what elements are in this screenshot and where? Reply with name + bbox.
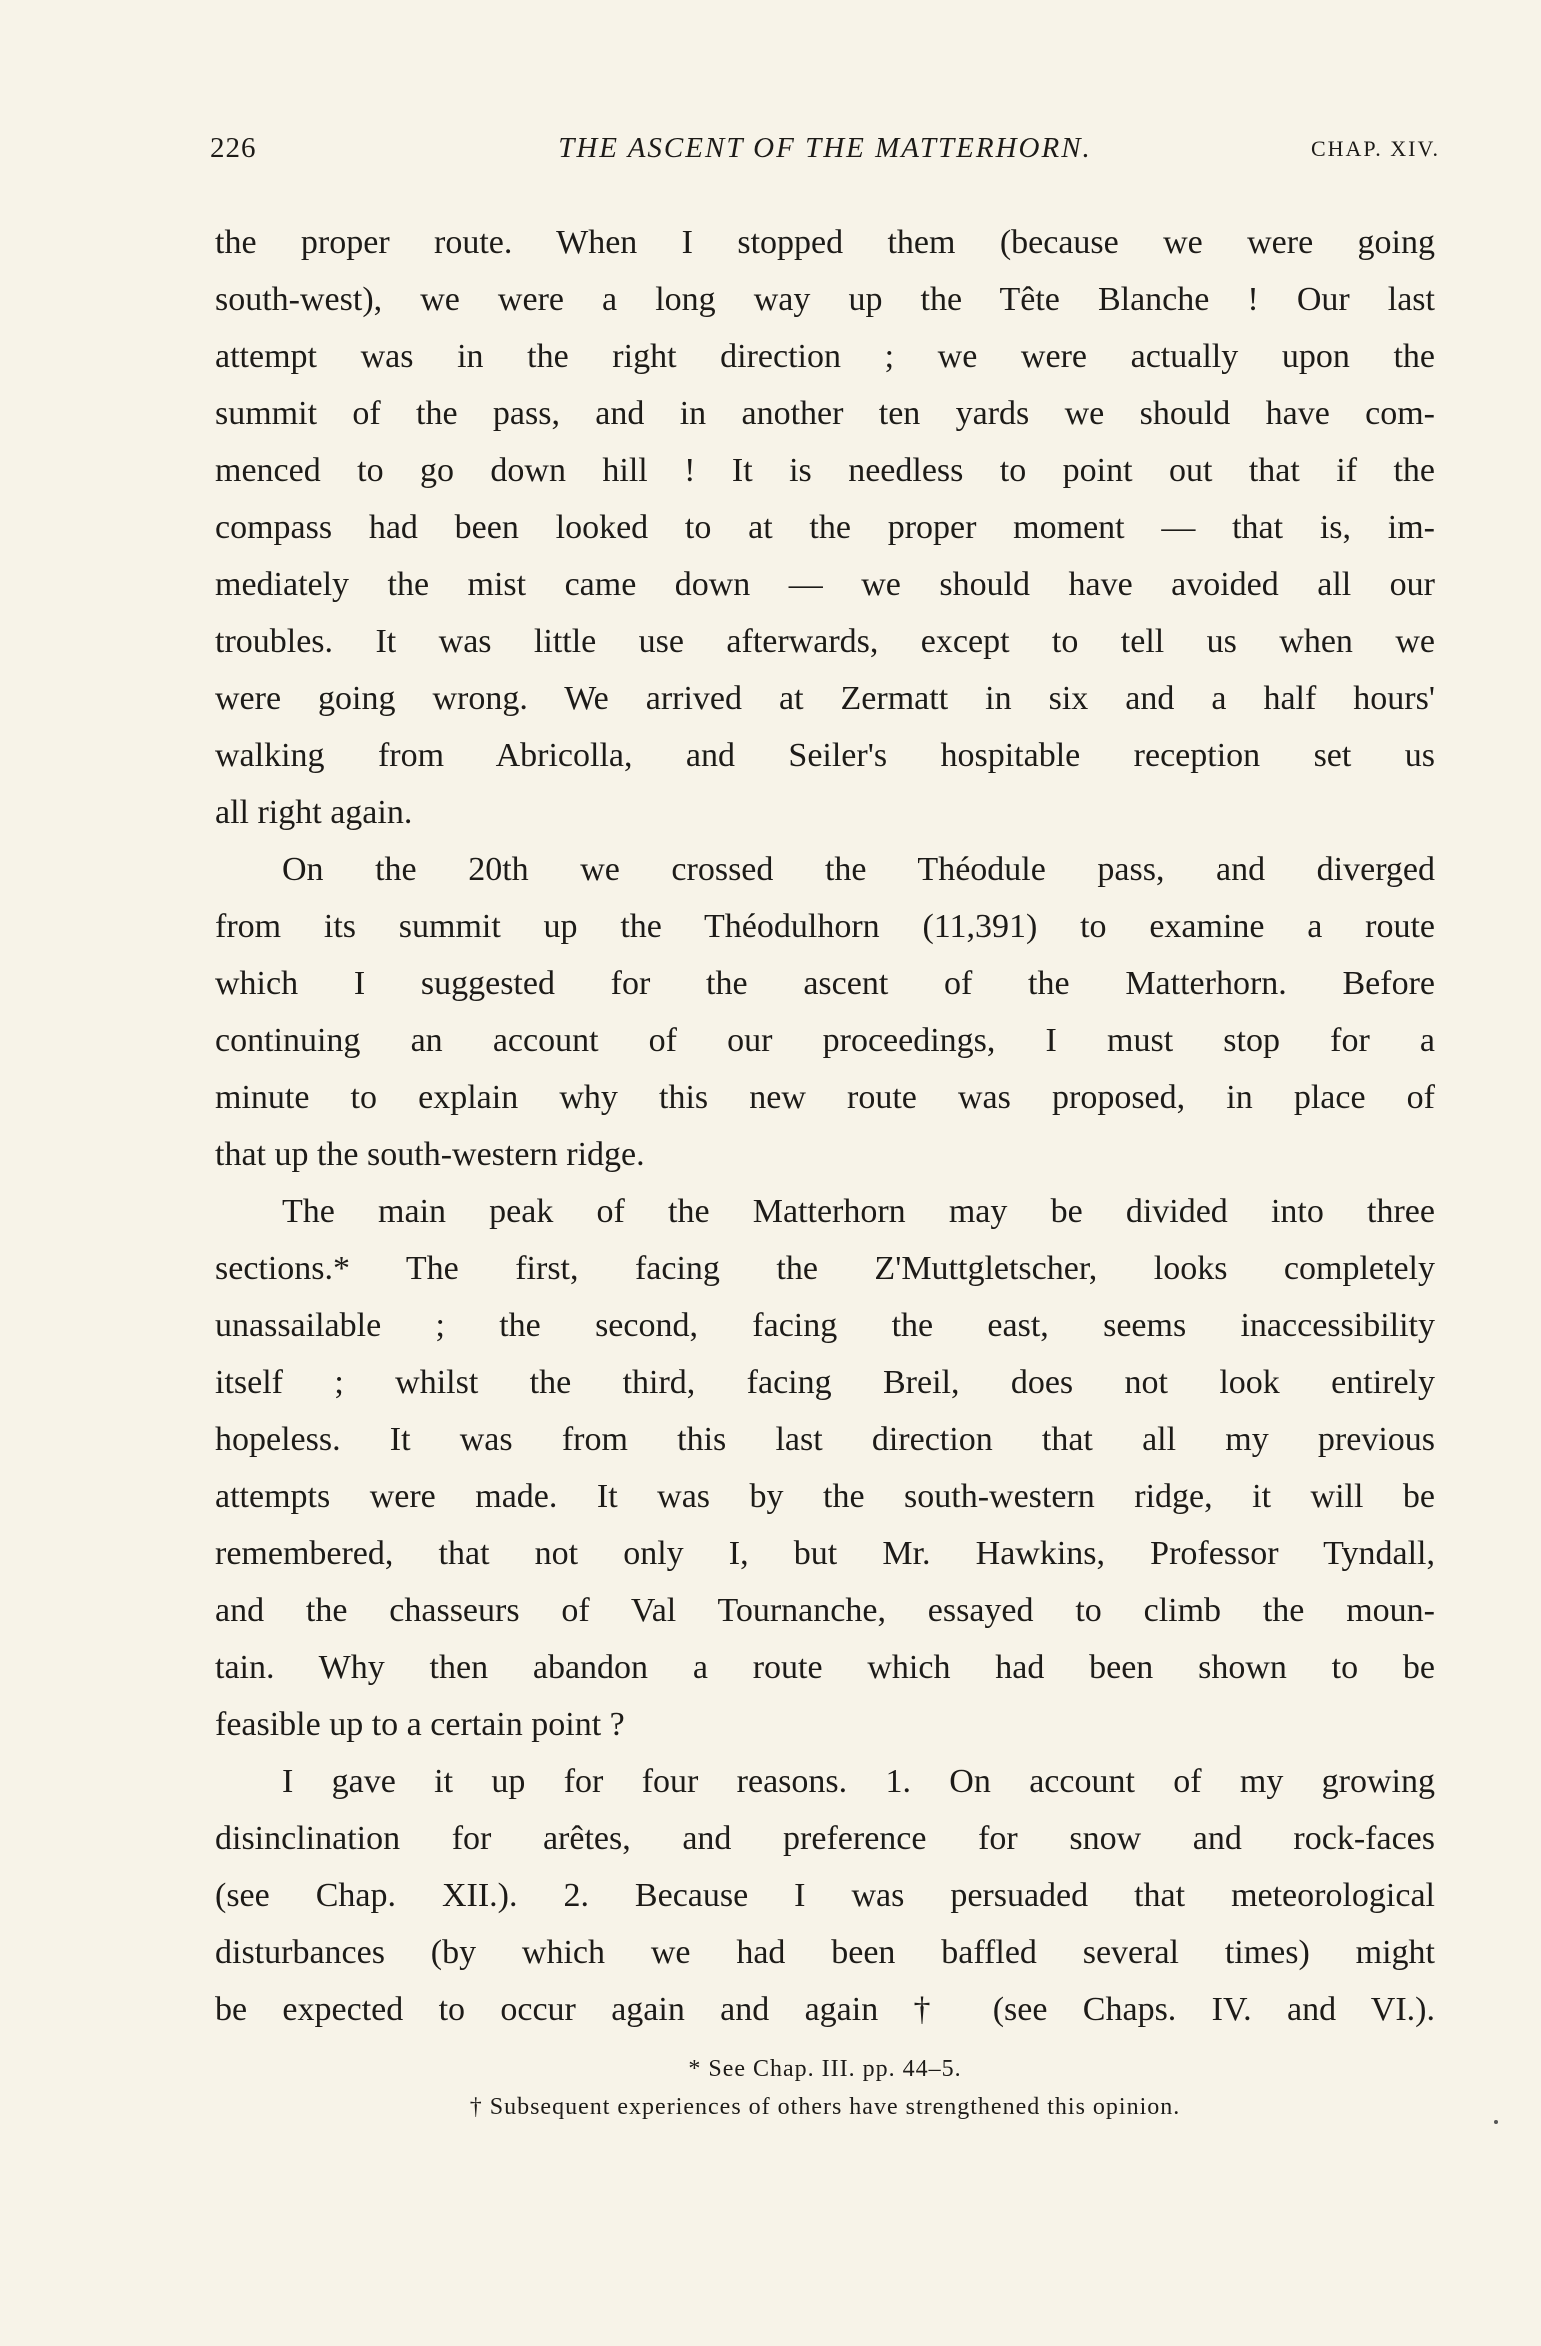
text-line: attempts were made. It was by the south-western ridge, it will be bbox=[215, 1478, 1435, 1515]
text-line: and the chasseurs of Val Tournanche, essayed to climb the moun- bbox=[215, 1592, 1435, 1629]
text-line: that up the south-western ridge. bbox=[215, 1136, 645, 1173]
text-line: troubles. It was little use afterwards, except to tell us when we bbox=[215, 623, 1435, 660]
text-line: I gave it up for four reasons. 1. On account of my growing bbox=[282, 1763, 1435, 1800]
text-line: be expected to occur again and again † (see Chaps. IV. and VI.). bbox=[215, 1991, 1435, 2028]
page-number: 226 bbox=[210, 132, 257, 164]
text-line: which I suggested for the ascent of the Matterhorn. Before bbox=[215, 965, 1435, 1002]
text-line: itself ; whilst the third, facing Breil, does not look entirely bbox=[215, 1364, 1435, 1401]
running-head bbox=[210, 132, 1440, 172]
chapter-label: CHAP. XIV. bbox=[1310, 136, 1440, 161]
text-line: south-west), we were a long way up the Tête Blanche ! Our last bbox=[215, 281, 1435, 318]
text-line: were going wrong. We arrived at Zermatt in six and a half hours' bbox=[215, 680, 1435, 717]
text-line: attempt was in the right direction ; we were actually upon the bbox=[215, 338, 1435, 375]
text-line: minute to explain why this new route was proposed, in place of bbox=[215, 1079, 1435, 1116]
text-line: hopeless. It was from this last direction that all my previous bbox=[215, 1421, 1435, 1458]
footnote: † Subsequent experiences of others have strengthened this opinion. bbox=[469, 2094, 1181, 2120]
footnote: * See Chap. III. pp. 44–5. bbox=[688, 2056, 962, 2082]
running-title: THE ASCENT OF THE MATTERHORN. bbox=[558, 132, 1092, 164]
text-line: (see Chap. XII.). 2. Because I was persuaded that meteorological bbox=[215, 1877, 1435, 1914]
text-line: compass had been looked to at the proper moment — that is, im- bbox=[215, 509, 1435, 546]
text-line: disinclination for arêtes, and preference for snow and rock-faces bbox=[215, 1820, 1435, 1857]
text-line: mediately the mist came down — we should have avoided all our bbox=[215, 566, 1435, 603]
text-line: menced to go down hill ! It is needless to point out that if the bbox=[215, 452, 1435, 489]
footnotes bbox=[215, 2050, 1435, 2126]
text-line: continuing an account of our proceedings, I must stop for a bbox=[215, 1022, 1435, 1059]
text-line: tain. Why then abandon a route which had been shown to be bbox=[215, 1649, 1435, 1686]
text-line: from its summit up the Théodulhorn (11,391) to examine a route bbox=[215, 908, 1435, 945]
text-line: the proper route. When I stopped them (because we were going bbox=[215, 224, 1435, 261]
text-line: sections.* The first, facing the Z'Muttgletscher, looks completely bbox=[215, 1250, 1435, 1287]
text-line: walking from Abricolla, and Seiler's hospitable reception set us bbox=[215, 737, 1435, 774]
margin-mark bbox=[1494, 2120, 1498, 2124]
text-line: The main peak of the Matterhorn may be divided into three bbox=[282, 1193, 1435, 1230]
body-text bbox=[215, 214, 1435, 2038]
text-line: feasible up to a certain point ? bbox=[215, 1706, 625, 1743]
text-line: unassailable ; the second, facing the east, seems inaccessibility bbox=[215, 1307, 1435, 1344]
text-line: all right again. bbox=[215, 794, 413, 831]
text-line: On the 20th we crossed the Théodule pass, and diverged bbox=[282, 851, 1435, 888]
text-line: summit of the pass, and in another ten yards we should have com- bbox=[215, 395, 1435, 432]
text-line: remembered, that not only I, but Mr. Hawkins, Professor Tyndall, bbox=[215, 1535, 1435, 1572]
text-line: disturbances (by which we had been baffled several times) might bbox=[215, 1934, 1435, 1971]
